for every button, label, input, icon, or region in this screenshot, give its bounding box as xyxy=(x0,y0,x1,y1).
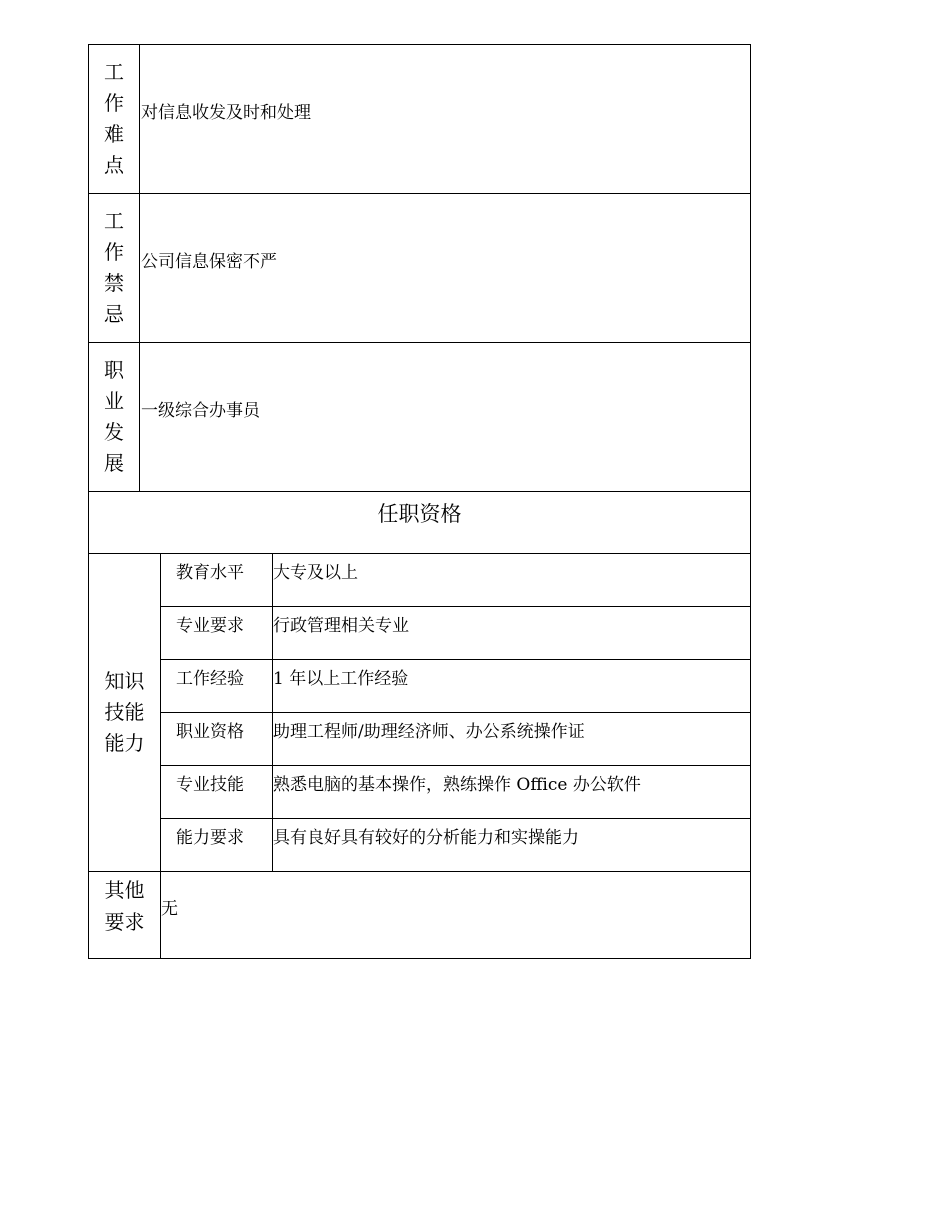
section-title-qualifications: 任职资格 xyxy=(89,492,751,554)
label-major-requirement: 专业要求 xyxy=(161,607,273,660)
row-career-development xyxy=(89,343,751,492)
row-work-difficulties xyxy=(89,45,751,194)
label-professional-skills: 专业技能 xyxy=(161,766,273,819)
qualification-row xyxy=(89,607,751,660)
label-work-taboos: 工 作 禁 忌 xyxy=(89,194,140,343)
qualification-row xyxy=(89,713,751,766)
label-career-development: 职 业 发 展 xyxy=(89,343,140,492)
job-description-sheet xyxy=(88,44,750,959)
label-work-difficulties: 工 作 难 点 xyxy=(89,45,140,194)
qualification-row xyxy=(89,819,751,872)
value-education: 大专及以上 xyxy=(273,554,751,607)
job-description-table xyxy=(88,44,751,959)
label-professional-qualification: 职业资格 xyxy=(161,713,273,766)
label-education: 教育水平 xyxy=(161,554,273,607)
value-work-experience: 1 年以上工作经验 xyxy=(273,660,751,713)
value-work-difficulties: 对信息收发及时和处理 xyxy=(140,45,751,194)
value-career-development: 一级综合办事员 xyxy=(140,343,751,492)
label-ability-requirement: 能力要求 xyxy=(161,819,273,872)
value-ability-requirement: 具有良好具有较好的分析能力和实操能力 xyxy=(273,819,751,872)
label-other-requirements: 其他 要求 xyxy=(89,872,161,959)
qualification-row xyxy=(89,660,751,713)
qualification-row xyxy=(89,554,751,607)
value-other-requirements: 无 xyxy=(161,872,751,959)
value-professional-skills: 熟悉电脑的基本操作，熟练操作 Office 办公软件 xyxy=(273,766,751,819)
value-major-requirement: 行政管理相关专业 xyxy=(273,607,751,660)
qualification-row xyxy=(89,766,751,819)
value-work-taboos: 公司信息保密不严 xyxy=(140,194,751,343)
label-knowledge-skills-ability: 知识 技能 能力 xyxy=(89,554,161,872)
value-professional-qualification: 助理工程师/助理经济师、办公系统操作证 xyxy=(273,713,751,766)
row-qualifications-title xyxy=(89,492,751,554)
label-work-experience: 工作经验 xyxy=(161,660,273,713)
row-other-requirements xyxy=(89,872,751,959)
row-work-taboos xyxy=(89,194,751,343)
